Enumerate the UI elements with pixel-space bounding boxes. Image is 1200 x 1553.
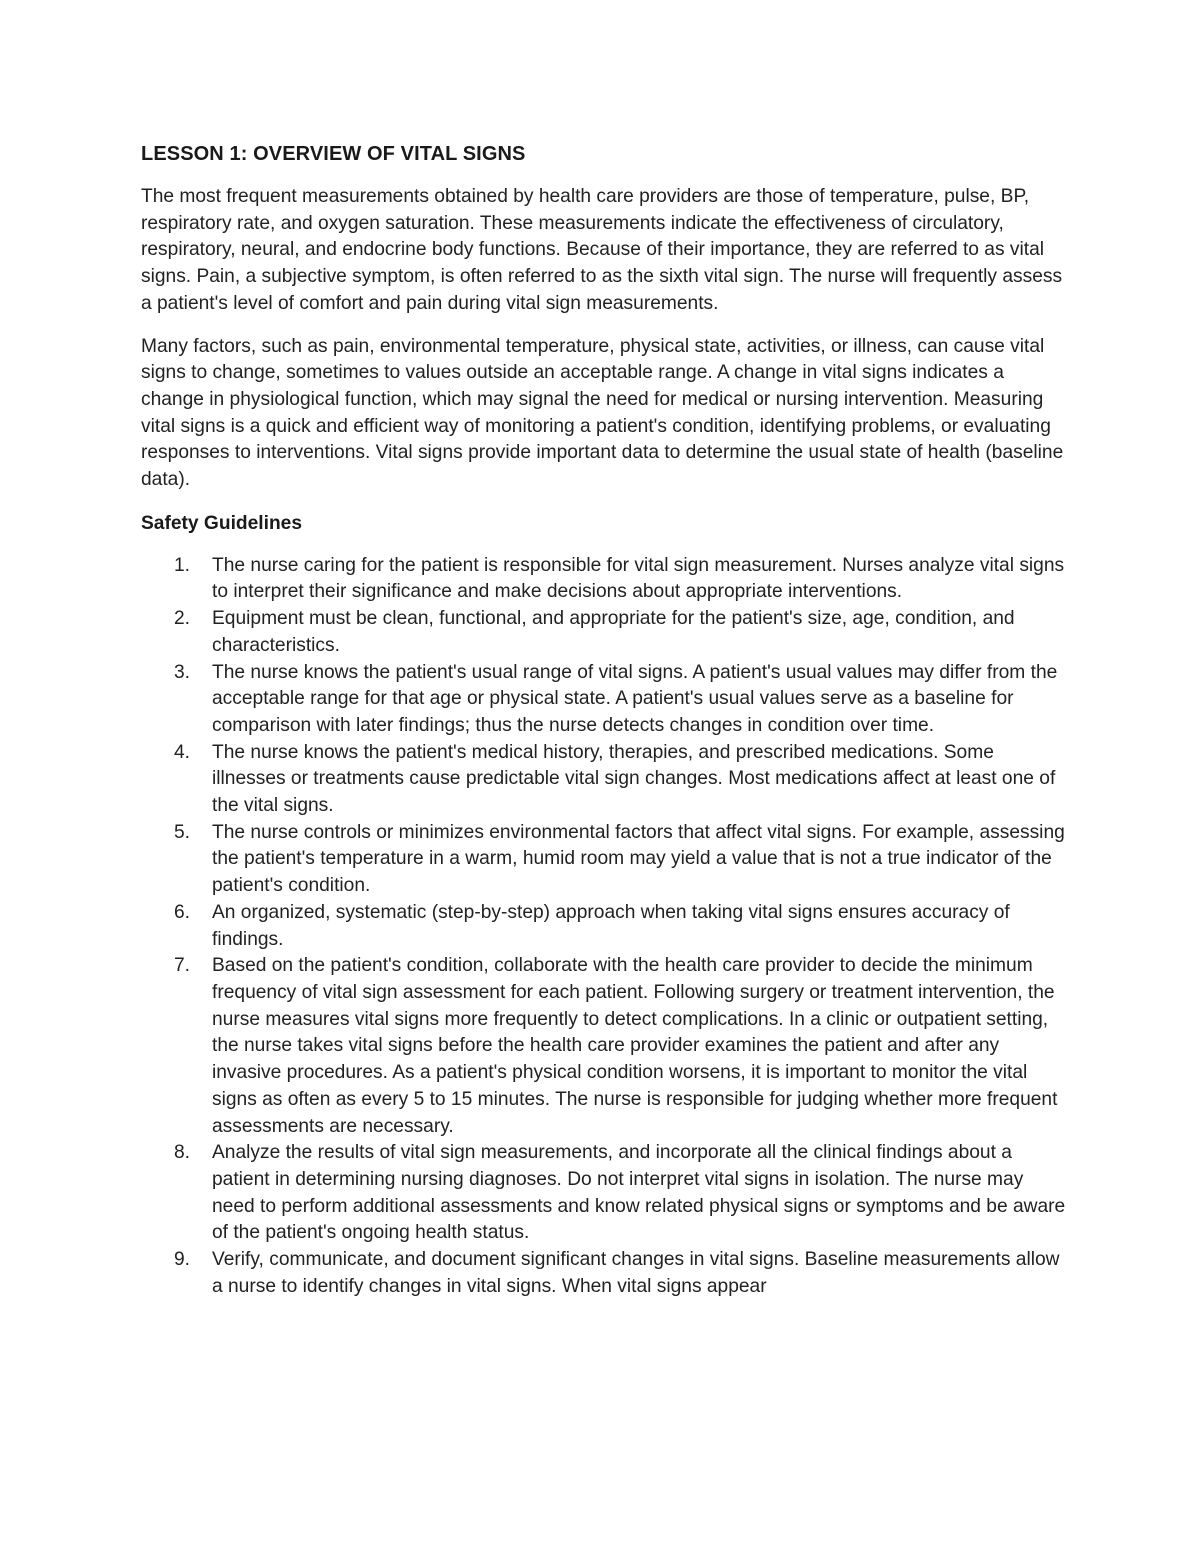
guideline-item	[141, 606, 1066, 659]
factors-paragraph: Many factors, such as pain, environmental temperature, physical state, activities, or illness, can cause vital signs to change, sometimes to values outside an acceptable range. A change in vital signs indicates a change in physiological function, which may signal the need for medical or nursing intervention. Measuring vital signs is a quick and efficient way of monitoring a patient's condition, identifying problems, or evaluating responses to interventions. Vital signs provide important data to determine the usual state of health (baseline data).	[141, 335, 1064, 491]
guideline-number: 4.	[174, 741, 191, 763]
guideline-item	[141, 900, 1066, 953]
guideline-number: 2.	[174, 608, 191, 630]
guideline-number: 5.	[174, 821, 191, 843]
guideline-text: The nurse controls or minimizes environmental factors that affect vital signs. For example, assessing the patient's temperature in a warm, humid room may yield a value that is not a true indicator of the patient's condition.	[212, 821, 1065, 897]
guideline-number: 9.	[174, 1249, 191, 1271]
guideline-item	[141, 660, 1066, 740]
guideline-number: 8.	[174, 1142, 191, 1164]
guideline-item	[141, 953, 1066, 1140]
lesson-title: LESSON 1: OVERVIEW OF VITAL SIGNS	[141, 143, 526, 165]
guideline-number: 6.	[174, 901, 191, 923]
guideline-text: Based on the patient's condition, collaborate with the health care provider to decide the minimum frequency of vital sign assessment for each patient. Following surgery or treatment intervention, the nurse measures vital signs more frequently to detect complications. In a clinic or outpatient setting, the nurse takes vital signs before the health care provider examines the patient and after any invasive procedures. As a patient's physical condition worsens, it is important to monitor the vital signs as often as every 5 to 15 minutes. The nurse is responsible for judging whether more frequent assessments are necessary.	[212, 955, 1058, 1137]
guideline-item	[141, 740, 1066, 820]
guideline-number: 3.	[174, 661, 191, 683]
guideline-text: The nurse caring for the patient is responsible for vital sign measurement. Nurses analyze vital signs to interpret their significance and make decisions about appropriate interventions.	[212, 554, 1065, 603]
intro-paragraph: The most frequent measurements obtained by health care providers are those of temperature, pulse, BP, respiratory rate, and oxygen saturation. These measurements indicate the effectiveness of circulatory, respiratory, neural, and endocrine body functions. Because of their importance, they are referred to as vital signs. Pain, a subjective symptom, is often referred to as the sixth vital sign. The nurse will frequently assess a patient's level of comfort and pain during vital sign measurements.	[141, 186, 1063, 314]
guideline-item	[141, 820, 1066, 900]
guideline-number: 1.	[174, 554, 191, 576]
guideline-text: The nurse knows the patient's medical history, therapies, and prescribed medications. Some illnesses or treatments cause predictable vital sign changes. Most medications affect at least one of the vital signs.	[212, 741, 1056, 817]
guideline-text: An organized, systematic (step-by-step) approach when taking vital signs ensures accuracy of findings.	[212, 901, 1010, 950]
section-heading-safety-guidelines: Safety Guidelines	[141, 512, 303, 534]
guideline-text: Verify, communicate, and document significant changes in vital signs. Baseline measurements allow a nurse to identify changes in vital signs. When vital signs appear	[212, 1249, 1060, 1297]
guideline-item	[141, 1247, 1066, 1300]
guideline-text: The nurse knows the patient's usual range of vital signs. A patient's usual values may differ from the acceptable range for that age or physical state. A patient's usual values serve as a baseline for comparison with later findings; thus the nurse detects changes in condition over time.	[212, 661, 1058, 736]
guideline-text: Analyze the results of vital sign measurements, and incorporate all the clinical findings about a patient in determining nursing diagnoses. Do not interpret vital signs in isolation. The nurse may need to perform additional assessments and know related physical signs or symptoms and be aware of the patient's ongoing health status.	[212, 1142, 1066, 1244]
guideline-item	[141, 1140, 1066, 1247]
guideline-list	[141, 553, 1066, 1301]
guideline-number: 7.	[174, 955, 191, 977]
document-page	[141, 141, 1066, 1300]
guideline-text: Equipment must be clean, functional, and appropriate for the patient's size, age, condition, and characteristics.	[212, 608, 1015, 656]
guideline-item	[141, 553, 1066, 606]
